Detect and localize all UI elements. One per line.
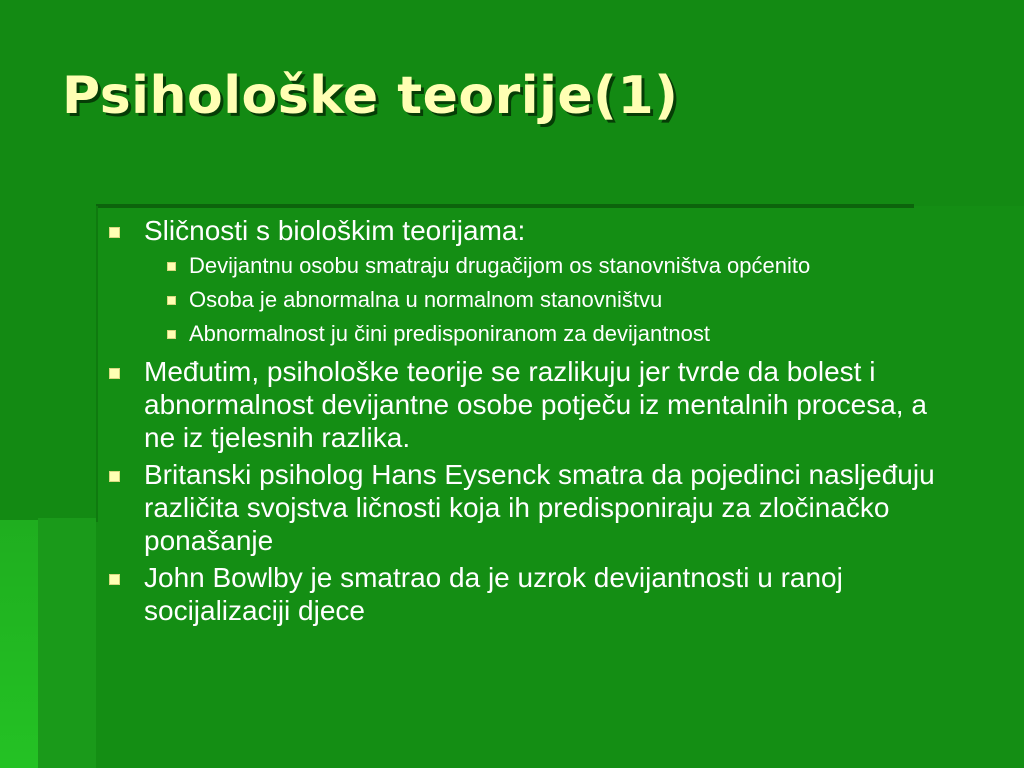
sub-bullet-text: Abnormalnost ju čini predisponiranom za devijantnost <box>189 321 710 346</box>
bullet-item <box>100 458 950 557</box>
bullet-text: Sličnosti s biološkim teorijama: <box>144 215 526 246</box>
square-bullet-icon <box>109 574 120 585</box>
background-panel-left-line <box>96 206 98 522</box>
bullet-text: Britanski psiholog Hans Eysenck smatra da pojedinci nasljeđuju različita svojstva ličnosti koja ih predisponiraju za zločinačko ponašanje <box>144 459 935 556</box>
bullet-item <box>100 214 950 346</box>
sub-bullet-item <box>144 287 950 312</box>
sub-bullet-item <box>144 253 950 278</box>
bullet-item <box>100 355 950 454</box>
square-bullet-icon <box>167 296 176 305</box>
background-panel-top-line <box>96 204 914 208</box>
slide-title: Psihološke teorije(1) <box>62 66 679 126</box>
sub-bullet-text: Osoba je abnormalna u normalnom stanovništvu <box>189 287 663 312</box>
sub-bullet-list <box>144 253 950 346</box>
square-bullet-icon <box>109 227 120 238</box>
bullet-item <box>100 561 950 627</box>
bullet-list <box>100 214 950 627</box>
sub-bullet-item <box>144 321 950 346</box>
bullet-text: John Bowlby je smatrao da je uzrok devijantnosti u ranoj socijalizaciji djece <box>144 562 843 626</box>
square-bullet-icon <box>167 330 176 339</box>
bullet-text: Međutim, psihološke teorije se razlikuju jer tvrde da bolest i abnormalnost devijantne osobe potječu iz mentalnih procesa, a ne iz tjelesnih razlika. <box>144 356 927 453</box>
slide-content <box>100 214 950 631</box>
square-bullet-icon <box>109 368 120 379</box>
sub-bullet-text: Devijantnu osobu smatraju drugačijom os stanovništva općenito <box>189 253 811 278</box>
square-bullet-icon <box>167 262 176 271</box>
background-strip-left <box>0 520 38 768</box>
square-bullet-icon <box>109 471 120 482</box>
